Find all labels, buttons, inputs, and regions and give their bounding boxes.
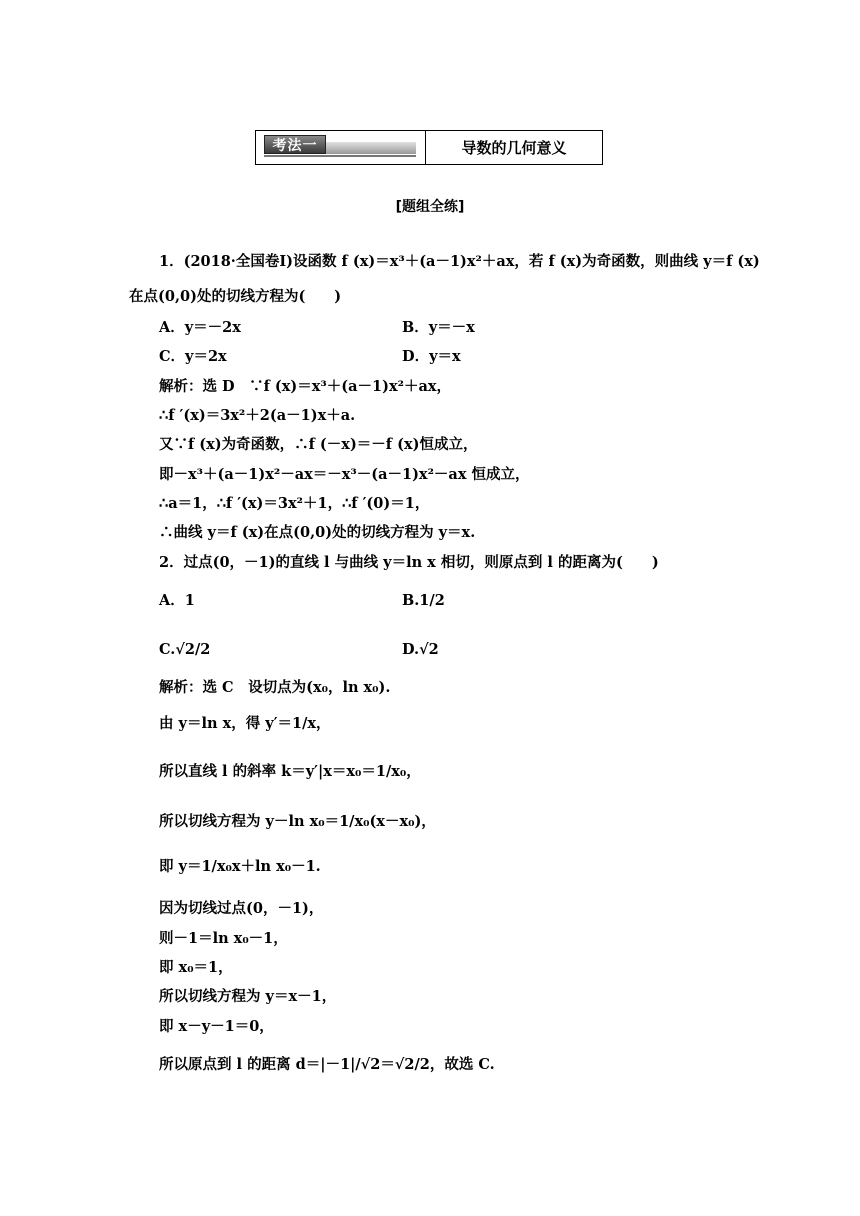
q2-solution-line: 即 y＝1/x₀x＋ln x₀－1. bbox=[159, 858, 321, 875]
section-title: [题组全练] bbox=[395, 199, 465, 215]
q2-solution-line: 由 y＝ln x，得 y′＝1/x， bbox=[159, 715, 331, 732]
q2-solution-line: 即 x₀＝1， bbox=[159, 959, 233, 976]
q2-solution-line: 则－1＝ln x₀－1， bbox=[159, 930, 288, 947]
q1-solution-line: ∴曲线 y＝f (x)在点(0,0)处的切线方程为 y＝x. bbox=[159, 524, 476, 541]
q1-solution-line: 又∵f (x)为奇函数，∴f (－x)＝－f (x)恒成立， bbox=[159, 436, 478, 453]
q1-solution-line: 解析：选 D ∵f (x)＝x³＋(a－1)x²＋ax， bbox=[159, 378, 452, 395]
topic-badge: 考法一 bbox=[264, 135, 326, 154]
q1-solution-line: 即－x³＋(a－1)x²－ax＝－x³－(a－1)x²－ax 恒成立， bbox=[159, 466, 530, 483]
q1-option-a: A．y＝－2x bbox=[159, 319, 241, 336]
q2-option-c: C.√2/2 bbox=[159, 641, 211, 658]
q1-option-c: C．y＝2x bbox=[159, 348, 227, 365]
q1-stem-line1: 1．(2018·全国卷Ⅰ)设函数 f (x)＝x³＋(a－1)x²＋ax，若 f (x)为奇函数，则曲线 y＝f (x) bbox=[159, 253, 760, 270]
q1-option-b: B．y＝－x bbox=[402, 319, 475, 336]
q2-solution-line: 所以切线方程为 y＝x－1， bbox=[159, 988, 337, 1005]
q2-option-a: A．1 bbox=[159, 592, 195, 609]
badge-decoration bbox=[326, 142, 416, 154]
q1-solution-line: ∴a＝1，∴f ′(x)＝3x²＋1，∴f ′(0)＝1， bbox=[159, 495, 430, 512]
q2-solution-line: 因为切线过点(0，－1)， bbox=[159, 900, 324, 917]
q2-stem: 2．过点(0，－1)的直线 l 与曲线 y＝ln x 相切，则原点到 l 的距离为( ) bbox=[159, 554, 659, 571]
topic-title: 导数的几何意义 bbox=[461, 139, 567, 157]
q2-solution-line: 解析：选 C 设切点为(x₀，ln x₀). bbox=[159, 679, 391, 696]
q1-option-d: D．y＝x bbox=[402, 348, 461, 365]
badge-underline bbox=[264, 155, 416, 157]
q2-solution-line: 所以原点到 l 的距离 d＝|－1|/√2＝√2/2，故选 C. bbox=[159, 1056, 495, 1073]
q2-solution-line: 即 x－y－1＝0， bbox=[159, 1018, 274, 1035]
q2-solution-line: 所以直线 l 的斜率 k＝y′|x＝x₀＝1/x₀， bbox=[159, 763, 421, 780]
q1-solution-line: ∴f ′(x)＝3x²＋2(a－1)x＋a. bbox=[159, 407, 356, 424]
q2-solution-line: 所以切线方程为 y－ln x₀＝1/x₀(x－x₀)， bbox=[159, 813, 436, 830]
q1-stem-line2: 在点(0,0)处的切线方程为( ) bbox=[129, 288, 342, 305]
topic-badge-area bbox=[256, 131, 426, 164]
topic-header bbox=[255, 130, 603, 165]
q2-option-b: B.1/2 bbox=[402, 592, 445, 609]
q2-option-d: D.√2 bbox=[402, 641, 439, 658]
